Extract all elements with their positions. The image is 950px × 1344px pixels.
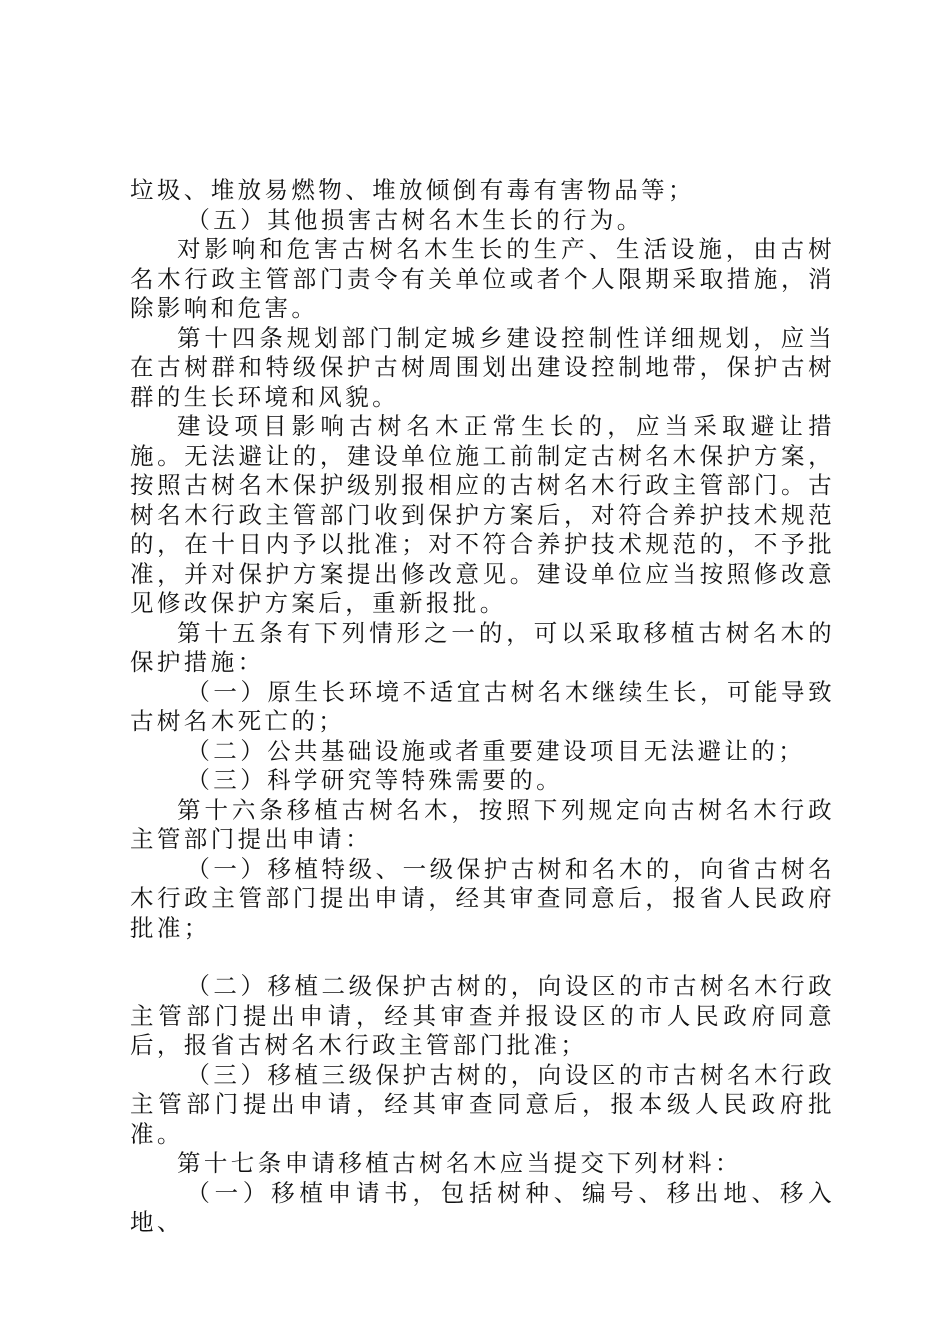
paragraph-article-17-item-1: （一）移植申请书，包括树种、编号、移出地、移入地、 [130,1178,835,1236]
paragraph-article-16-item-2: （二）移植二级保护古树的，向设区的市古树名木行政主管部门提出申请，经其审查并报设区的市人民政府同意后，报省古树名木行政主管部门批准； [130,972,835,1059]
paragraph-article-15-item-2: （二）公共基础设施或者重要建设项目无法避让的； [186,736,806,765]
paragraph-article-15: 第十五条有下列情形之一的，可以采取移植古树名木的保护措施： [130,618,835,676]
paragraph-article-16-item-1: （一）移植特级、一级保护古树和名木的，向省古树名木行政主管部门提出申请，经其审查同意后，报省人民政府批准； [130,854,835,942]
paragraph-item-5: （五）其他损害古树名木生长的行为。 [186,205,644,234]
paragraph-article-17: 第十七条申请移植古树名木应当提交下列材料： [177,1149,742,1177]
paragraph-article-15-item-1: （一）原生长环境不适宜古树名木继续生长，可能导致古树名木死亡的； [130,677,835,735]
paragraph-continuation: 垃圾、堆放易燃物、堆放倾倒有毒有害物品等； [130,176,695,204]
paragraph-article-16-item-3: （三）移植三级保护古树的，向设区的市古树名木行政主管部门提出申请，经其审查同意后，报本级人民政府批准。 [130,1060,835,1148]
blank-line [130,943,835,972]
paragraph-article-14: 第十四条规划部门制定城乡建设控制性详细规划，应当在古树群和特级保护古树周围划出建设控制地带，保护古树群的生长环境和风貌。 [130,323,835,411]
paragraph-facilities: 对影响和危害古树名木生长的生产、生活设施，由古树名木行政主管部门责令有关单位或者个人限期采取措施，消除影响和危害。 [130,235,835,322]
paragraph-construction: 建设项目影响古树名木正常生长的，应当采取避让措施。无法避让的，建设单位施工前制定古树名木保护方案，按照古树名木保护级别报相应的古树名木行政主管部门。古树名木行政主管部门收到保护方案后，对符合养护技术规范的，在十日内予以批准；对不符合养护技术规范的，不予批准，并对保护方案提出修改意见。建设单位应当按照修改意见修改保护方案后，重新报批。 [130,412,835,617]
paragraph-article-16: 第十六条移植古树名木，按照下列规定向古树名木行政主管部门提出申请： [130,795,835,853]
paragraph-article-15-item-3: （三）科学研究等特殊需要的。 [186,766,563,794]
document-body [130,176,835,1238]
